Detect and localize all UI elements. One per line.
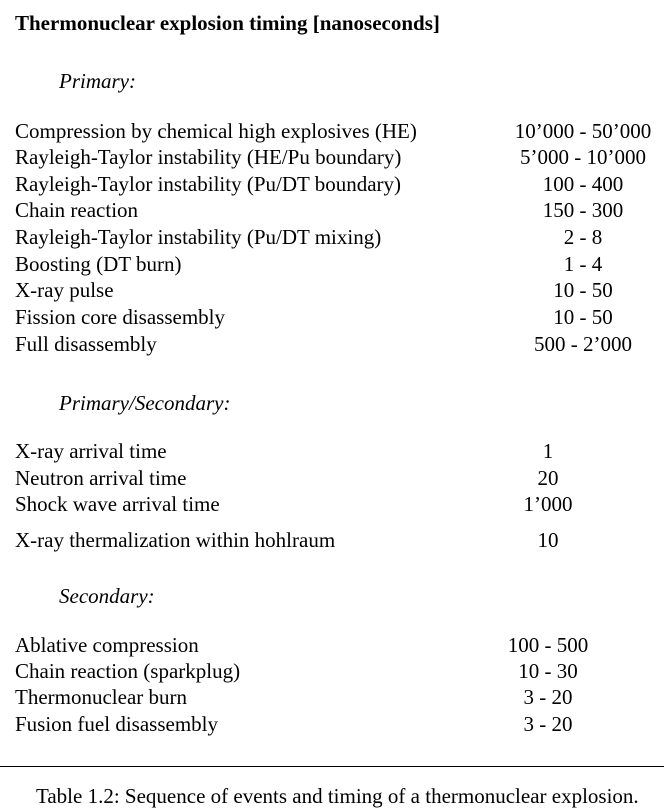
row-label: Rayleigh-Taylor instability (Pu/DT boundary) [15,172,401,196]
row-value: 1’000 [523,492,573,516]
table-row [0,332,664,358]
row-label: Rayleigh-Taylor instability (HE/Pu boundary) [15,145,402,169]
row-label: X-ray arrival time [15,439,167,463]
table-row [0,252,664,278]
row-value: 2 - 8 [563,225,603,249]
row-label: Compression by chemical high explosives (HE) [15,119,417,143]
table-title: Thermonuclear explosion timing [nanoseconds] [15,11,440,35]
table-row [0,439,664,465]
section-heading-secondary: Secondary: [59,584,155,608]
row-value: 150 - 300 [542,198,624,222]
section-heading-primary-secondary: Primary/Secondary: [59,391,231,415]
row-label: Boosting (DT burn) [15,252,182,276]
row-value: 10 - 50 [553,305,613,329]
row-value: 10 - 50 [553,278,613,302]
table-row [0,466,664,492]
table-row [0,225,664,251]
row-label: X-ray pulse [15,278,114,302]
row-label: Thermonuclear burn [15,685,188,709]
table-row [0,492,664,518]
row-label: Shock wave arrival time [15,492,220,516]
caption-divider [0,766,664,767]
row-value: 1 [542,439,554,463]
row-label: Rayleigh-Taylor instability (Pu/DT mixing) [15,225,382,249]
row-value: 1 - 4 [563,252,603,276]
table-row [0,712,664,738]
table-row [0,119,664,145]
table-row [0,633,664,659]
row-value: 500 - 2’000 [534,332,632,356]
row-label: Fusion fuel disassembly [15,712,218,736]
row-value: 100 - 500 [507,633,589,657]
row-label: Fission core disassembly [15,305,225,329]
section-heading-primary: Primary: [59,69,136,93]
row-value: 10 - 30 [518,659,578,683]
table-row [0,198,664,224]
table-row [0,172,664,198]
row-label: Ablative compression [15,633,199,657]
table-row [0,278,664,304]
row-value: 10 [537,528,559,552]
table-row [0,528,664,554]
row-value: 100 - 400 [542,172,624,196]
row-label: X-ray thermalization within hohlraum [15,528,336,552]
row-label: Full disassembly [15,332,157,356]
row-label: Chain reaction (sparkplug) [15,659,241,683]
row-label: Neutron arrival time [15,466,187,490]
table-row [0,145,664,171]
row-value: 3 - 20 [523,712,573,736]
row-value: 3 - 20 [523,685,573,709]
table-caption: Table 1.2: Sequence of events and timing of a thermonuclear explosion. [36,784,639,808]
row-label: Chain reaction [15,198,139,222]
table-row [0,685,664,711]
row-value: 20 [537,466,559,490]
row-value: 5’000 - 10’000 [520,145,646,169]
table-row [0,305,664,331]
row-value: 10’000 - 50’000 [514,119,652,143]
table-row [0,659,664,685]
